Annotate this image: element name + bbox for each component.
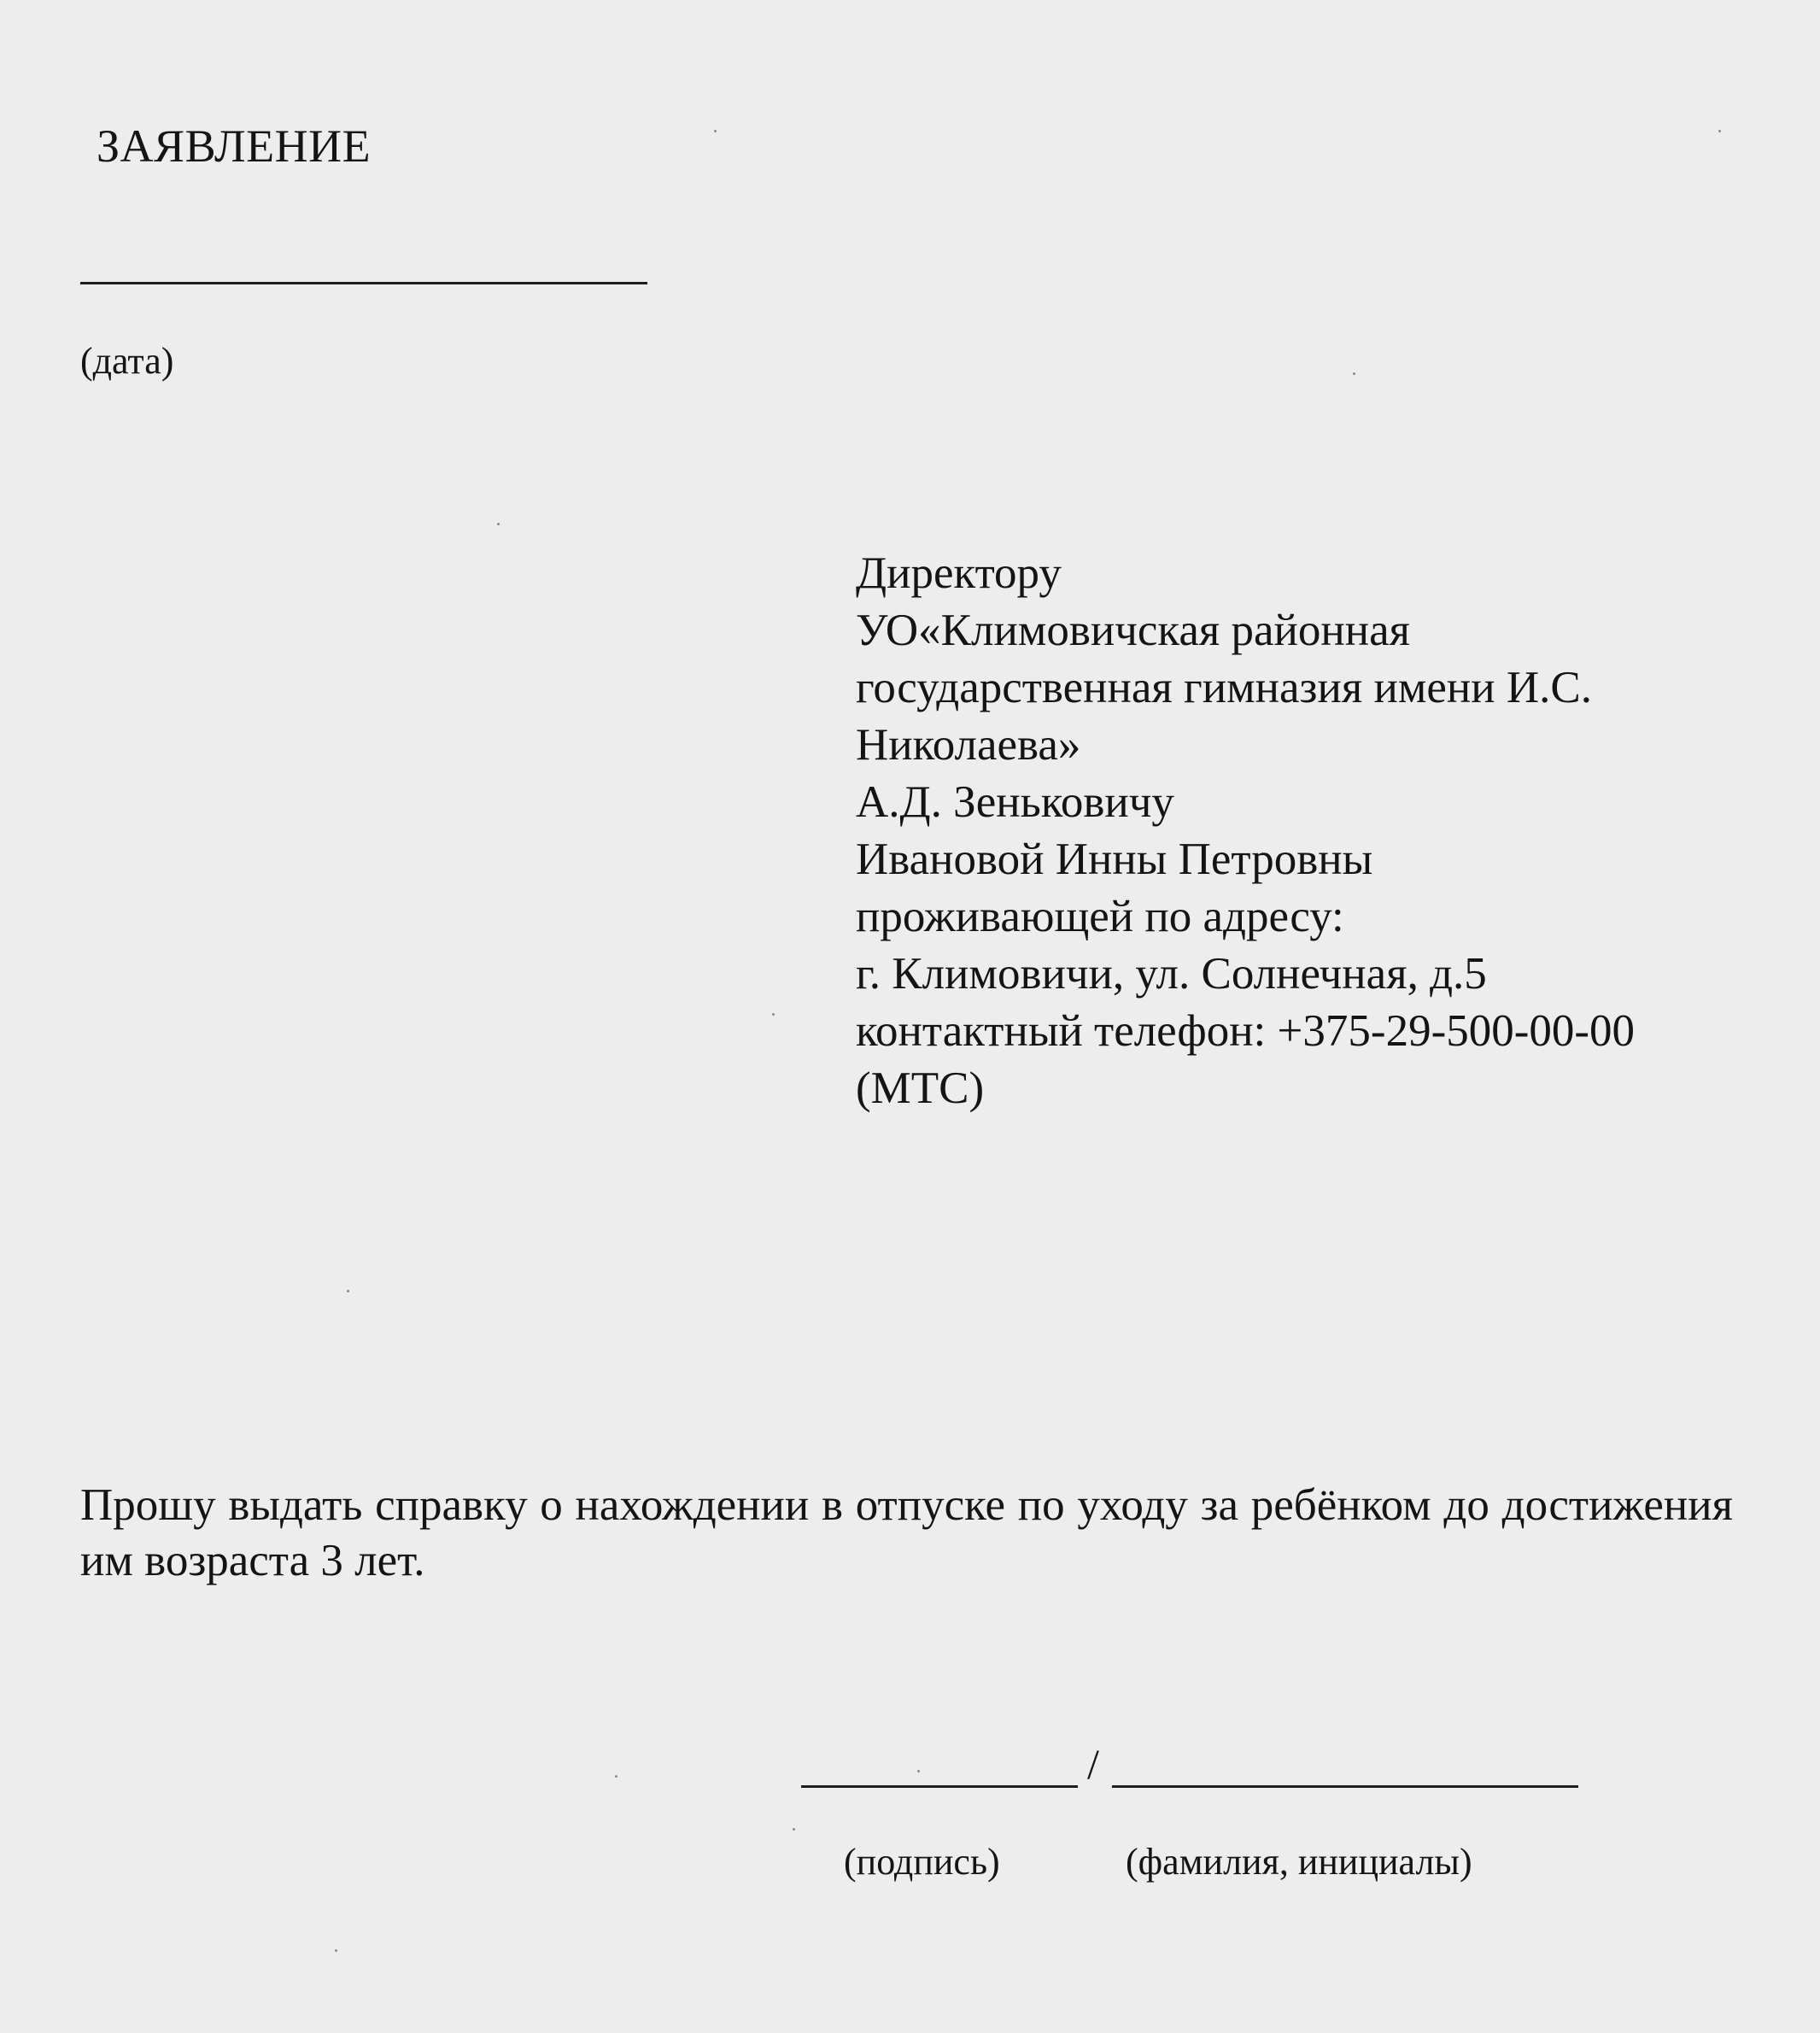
name-caption: (фамилия, инициалы) xyxy=(1126,1841,1472,1883)
addressee-line: Николаева» xyxy=(856,720,1081,770)
signature-blank-line xyxy=(801,1785,1078,1788)
addressee-block xyxy=(856,545,1761,1117)
addressee-line: контактный телефон: +375-29-500-00-00 xyxy=(856,1006,1636,1056)
scan-speck xyxy=(793,1828,795,1831)
addressee-line: (МТС) xyxy=(856,1063,985,1113)
scan-speck xyxy=(497,523,500,525)
name-blank-line xyxy=(1112,1785,1578,1788)
document-title: ЗАЯВЛЕНИЕ xyxy=(97,120,372,172)
scan-speck xyxy=(1718,130,1721,132)
date-caption: (дата) xyxy=(80,340,174,382)
request-body-text: Прошу выдать справку о нахождении в отпуске по уходу за ребёнком до достижения им возраста 3 лет. xyxy=(80,1480,1733,1585)
scan-speck xyxy=(615,1775,617,1778)
scan-speck xyxy=(714,130,717,132)
addressee-line: УО«Климовичская районная xyxy=(856,606,1411,655)
addressee-line: А.Д. Зеньковичу xyxy=(856,777,1174,827)
addressee-line: Директору xyxy=(856,548,1062,598)
addressee-line: государственная гимназия имени И.С. xyxy=(856,663,1593,712)
signature-caption: (подпись) xyxy=(844,1841,1000,1883)
scan-speck xyxy=(335,1949,337,1952)
addressee-line: г. Климовичи, ул. Солнечная, д.5 xyxy=(856,949,1487,999)
scan-speck xyxy=(917,1770,920,1772)
scan-speck xyxy=(1353,372,1355,375)
addressee-line: Ивановой Инны Петровны xyxy=(856,835,1373,884)
addressee-line: проживающей по адресу: xyxy=(856,892,1344,941)
scan-speck xyxy=(772,1013,775,1016)
date-blank-line xyxy=(80,282,647,284)
signature-separator: / xyxy=(1087,1740,1099,1788)
scan-speck xyxy=(347,1290,349,1292)
